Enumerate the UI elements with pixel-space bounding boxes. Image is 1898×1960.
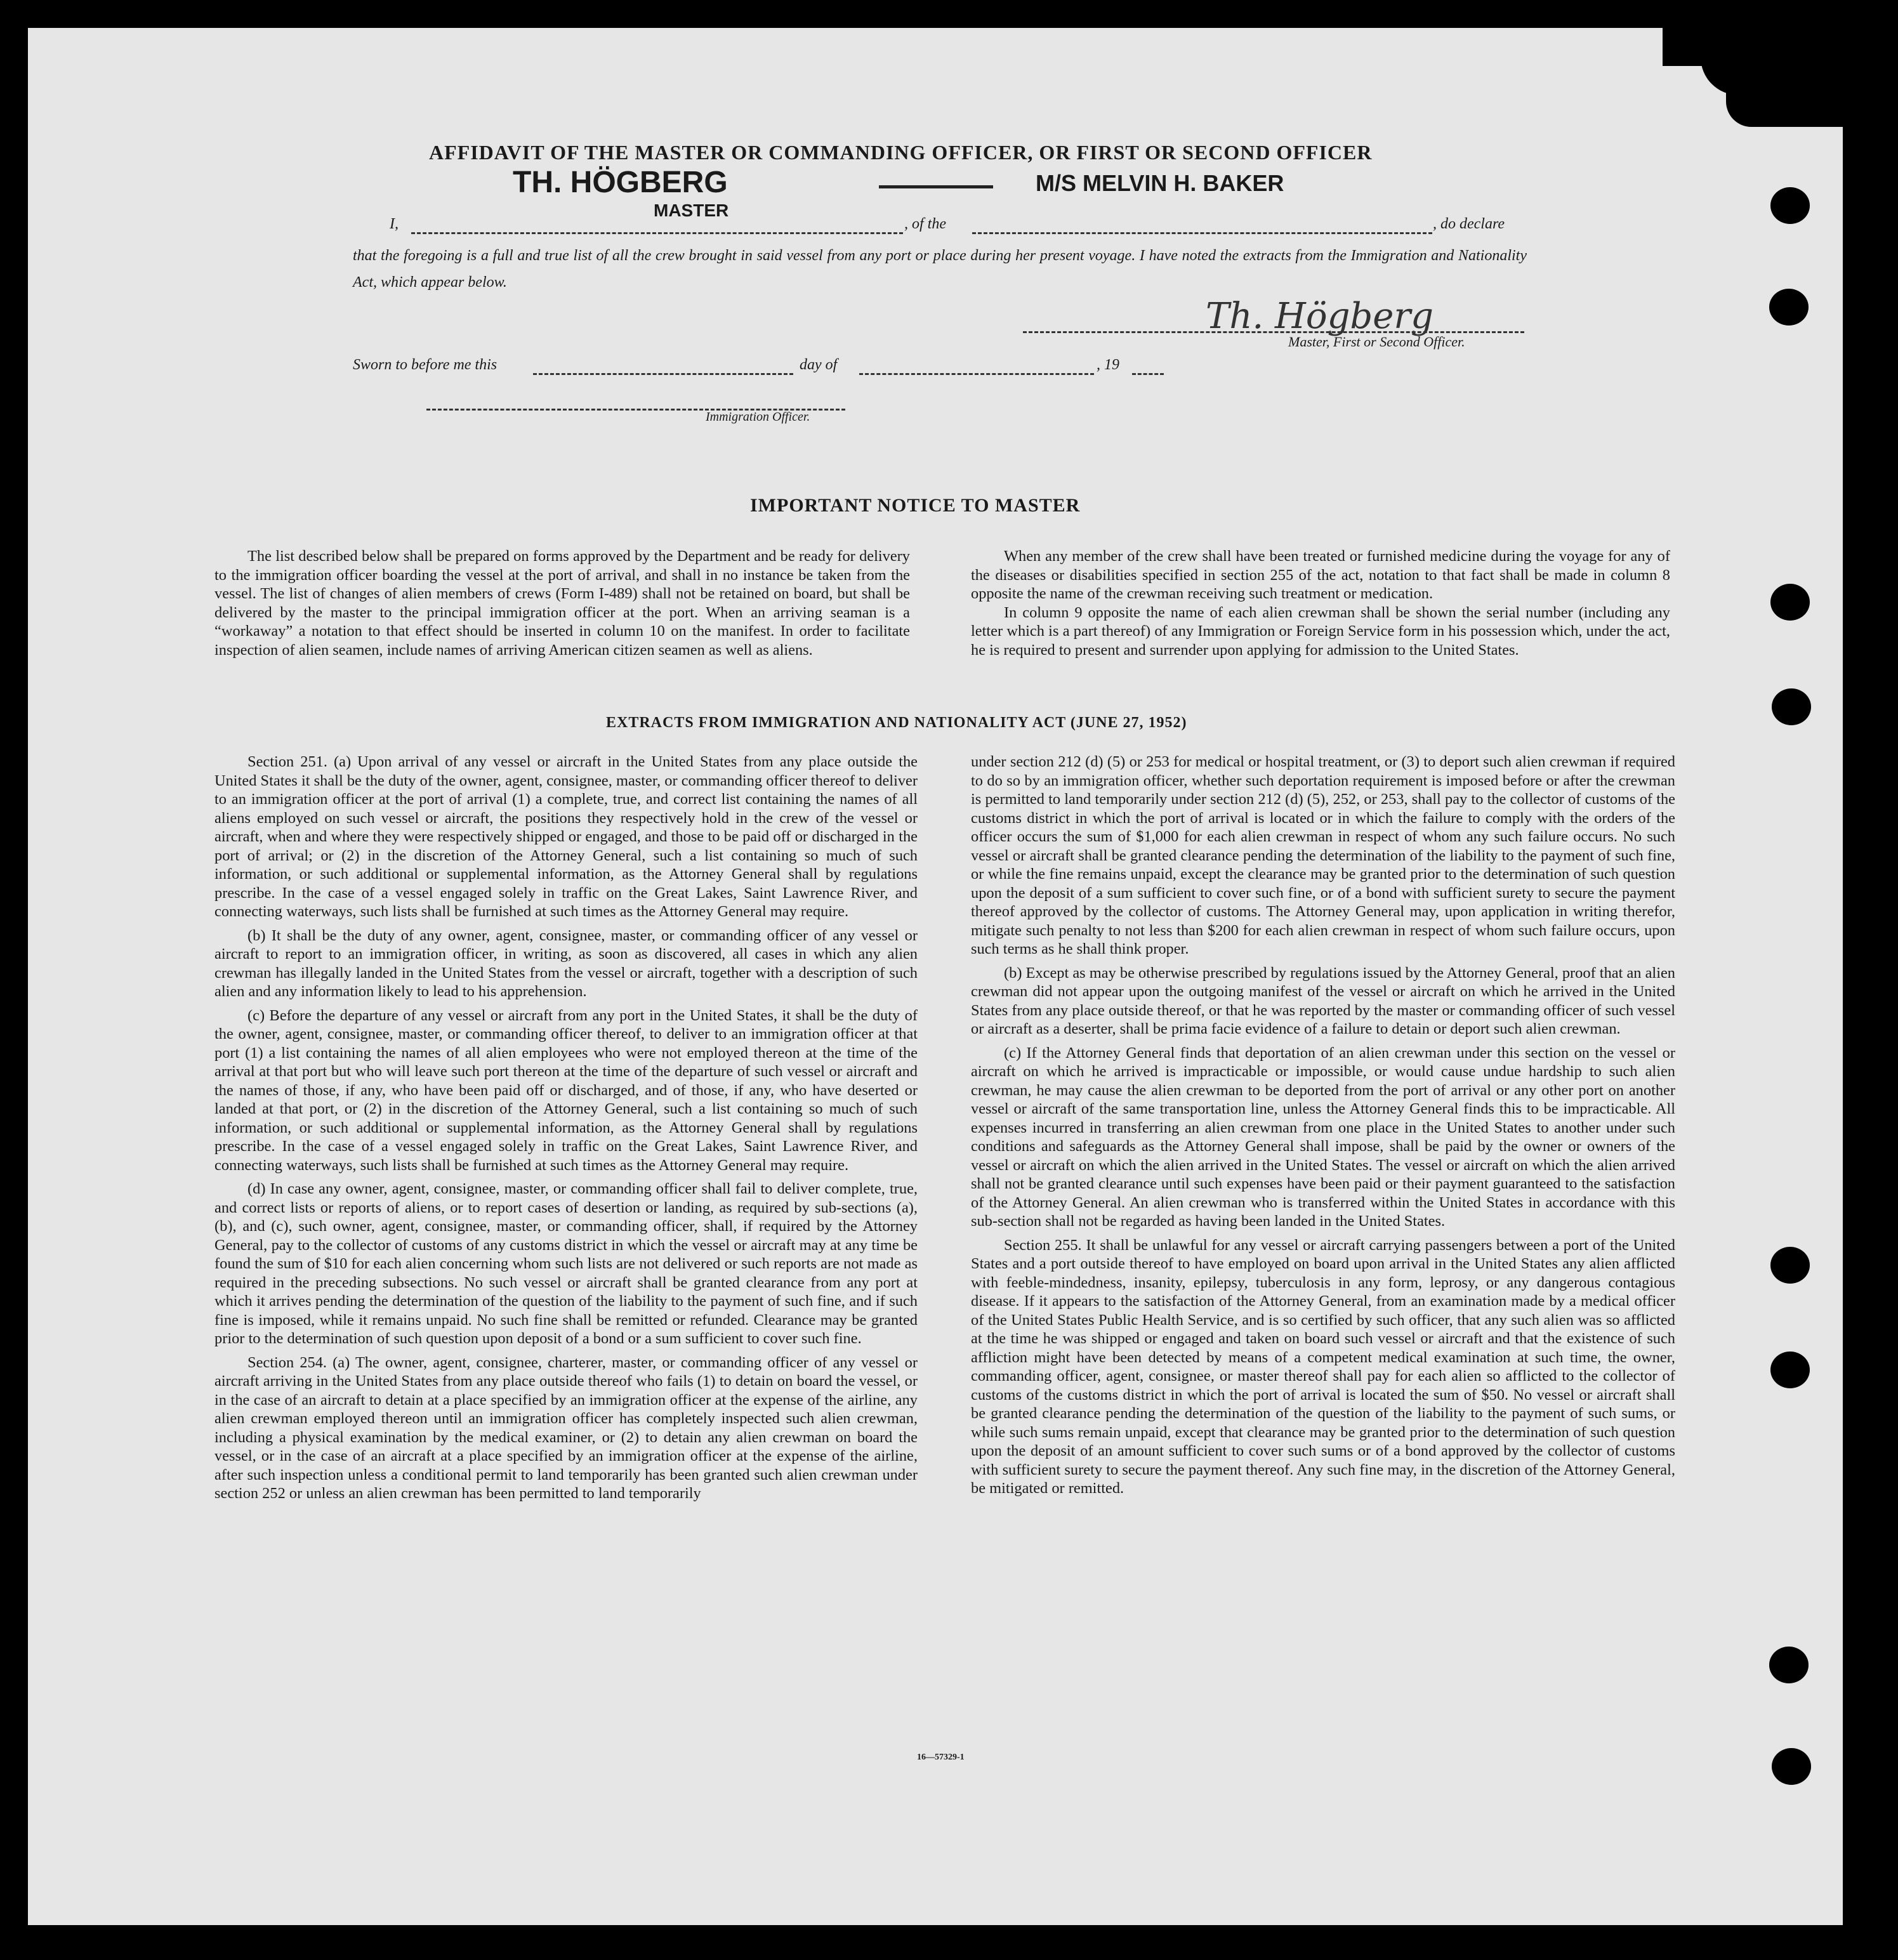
- notice-title: IMPORTANT NOTICE TO MASTER: [750, 495, 1081, 516]
- extract-paragraph: Section 255. It shall be unlawful for any vessel or aircraft carrying passengers between a port of the United States and a port outside thereof to have employed on board upon arrival in the United States any alien afflicted with feeble-mindedness, insanity, epilepsy, tuberculosis in any form, leprosy, or any dangerous contagious disease. If it appears to the satisfaction of the Attorney General, from an examination made by a medical officer of the United States Public Health Service, and is so certified by such officer, that any such alien was so afflicted at the time he was shipped or engaged and taken on board such vessel or aircraft and that the existence of such affliction might have been detected by means of a competent medical examination at such time, the owner, commanding officer, agent, consignee, or master thereof shall pay for each alien so afflicted to the collector of customs of the customs district in which the port of arrival is located the sum of $50. No vessel or aircraft shall be granted clearance pending the determination of the question of the liability to the payment of such sums, or while such sums remain unpaid, except that clearance may be granted prior to the determination of such question upon the deposit of an amount sufficient to cover such sums or of a bond approved by the collector of customs with sufficient surety to secure the payment thereof. Any such fine may, in the discretion of the Attorney General, be mitigated or remitted.: [971, 1236, 1675, 1497]
- punch-hole: [1770, 1247, 1810, 1284]
- punch-hole: [1770, 1352, 1810, 1388]
- punch-hole: [1769, 1647, 1809, 1683]
- day-of-label: day of: [800, 357, 838, 373]
- extracts-left-column: [214, 753, 918, 1508]
- punch-hole: [1769, 289, 1809, 326]
- extracts-title: EXTRACTS FROM IMMIGRATION AND NATIONALITY ACT (JUNE 27, 1952): [606, 714, 1187, 731]
- notice-paragraph: The list described below shall be prepared on forms approved by the Department and be ready for delivery to the immigration officer boarding the vessel at the port of arrival, and shall in no instance be taken from the vessel. The list of changes of alien members of crews (Form I-489) shall not be retained on board, but shall be delivered by the master to the principal immigration officer at the port. When an arriving seaman is a “workaway” a notation to that effect should be inserted in column 10 on the manifest. In order to facilitate inspection of alien seamen, include names of arriving American citizen seamen as well as aliens.: [214, 548, 910, 659]
- officer-caption: Immigration Officer.: [706, 410, 810, 424]
- signature-caption: Master, First or Second Officer.: [1288, 334, 1465, 350]
- sworn-label: Sworn to before me this: [353, 357, 498, 373]
- punch-hole: [1772, 688, 1811, 725]
- extract-paragraph: (c) If the Attorney General finds that deportation of an alien crewman under this section on the vessel or aircraft on which he arrived is impracticable or impossible, or would cause undue hardship to such alien crewman, he may cause the alien crewman to be deported from the port of arrival or any other port on another vessel or aircraft of the same transportation line, unless the Attorney General finds this to be impracticable. All expenses incurred in transferring an alien crewman from one place in the United States to another under such conditions and safeguards as the Attorney General shall impose, shall be paid by the owner or owners of the vessel or aircraft on which the alien arrived in the United States. The vessel or aircraft on which the alien arrived shall not be granted clearance until such expenses have been paid or their payment guaranteed to the satisfaction of the Attorney General. An alien crewman who is transferred within the United States in accordance with this sub-section shall not be regarded as having been landed in the United States.: [971, 1044, 1675, 1230]
- extract-paragraph: Section 254. (a) The owner, agent, consignee, charterer, master, or commanding officer of any vessel or aircraft arriving in the United States from any place outside thereof who fails (1) to detain on board the vessel, or in the case of an aircraft to detain at a place specified by an immigration officer at the expense of the airline, any alien crewman employed thereon until an immigration officer has completely inspected such alien crewman, including a physical examination by the medical examiner, or (2) to detain any alien crewman on board the vessel, or in the case of an aircraft at a place specified by an immigration officer at the expense of the airline, after such inspection unless a conditional permit to land temporarily has been granted such alien crewman under section 252 or unless an alien crewman has been permitted to land temporarily: [214, 1353, 918, 1502]
- declaration-text: that the foregoing is a full and true list of all the crew brought in said vessel from any port or place during her present voyage. I have noted the extracts from the Immigration and Nationality Act, which appear below.: [353, 247, 1527, 291]
- extract-paragraph: under section 212 (d) (5) or 253 for medical or hospital treatment, or (3) to deport such alien crewman if required to do so by an immigration officer, whether such deportation requirement is imposed before or after the crewman is permitted to land temporarily under section 212 (d) (5), 252, or 253, shall pay to the collector of customs of the customs district in which the port of arrival is located or in which the failure to comply with the orders of the officer occurs the sum of $1,000 for each alien crewman in respect of whom any such failure occurs. No such vessel or aircraft shall be granted clearance pending the determination of the liability to the payment of such fine, or while the fine remains unpaid, except the clearance may be granted prior to the determination of such question upon the deposit of a sum sufficient to cover such fine, or of a bond with sufficient surety to secure the payment thereof approved by the collector of customs. The Attorney General may, upon application in writing therefor, mitigate such penalty to not less than $200 for each alien crewman in respect of whom such failure occurs, upon such terms as he shall think proper.: [971, 753, 1675, 957]
- year-label: , 19: [1097, 357, 1119, 373]
- extract-paragraph: (b) Except as may be otherwise prescribed by regulations issued by the Attorney General, proof that an alien crewman did not appear upon the outgoing manifest of the vessel or aircraft on which he arrived in the United States from any place outside thereof, or that he was reported by the master or commanding officer of such vessel or aircraft as a deserter, shall be prima facie evidence of a failure to detain or deport such alien crewman.: [971, 964, 1675, 1037]
- rank-stamp: MASTER: [654, 201, 729, 220]
- declare-label: , do declare: [1433, 216, 1505, 232]
- punch-hole: [1770, 584, 1810, 621]
- master-name-stamp: TH. HÖGBERG: [513, 166, 728, 199]
- master-signature: Th. Högberg: [1206, 296, 1434, 337]
- extract-paragraph: (c) Before the departure of any vessel or aircraft from any port in the United States, it shall be the duty of the owner, agent, consignee, master, or commanding officer thereof, to deliver to an immigration officer at that port (1) a list containing the names of all alien employees who were not employed thereon at the time of the arrival at that port but who will leave such port thereon at the time of the departure of such vessel or aircraft and the names of those, if any, who have been paid off or discharged, and of those, if any, who have deserted or landed at that port, or (2) in the discretion of the Attorney General, such a list containing so much of such information, or such additional or supplemental information, as the Attorney General shall by regulations prescribe. In the case of a vessel engaged solely in traffic on the Great Lakes, Saint Lawrence River, and connecting waterways, such lists shall be furnished at such times as the Attorney General may require.: [214, 1006, 918, 1174]
- form-number: 16—57329-1: [917, 1753, 965, 1762]
- extract-paragraph: (b) It shall be the duty of any owner, agent, consignee, master, or commanding officer of any vessel or aircraft to report to an immigration officer, in writing, as soon as discovered, all cases in which any alien crewman has illegally landed in the United States from the vessel or aircraft, together with a description of such alien and any information likely to lead to his apprehension.: [214, 926, 918, 1000]
- month-blank: [859, 373, 1094, 375]
- vessel-blank: [972, 232, 1432, 234]
- notice-paragraph: In column 9 opposite the name of each alien crewman shall be shown the serial number (including any letter which is a part thereof) of any Immigration or Foreign Service form in his possession which, under the act, he is required to present and surrender upon applying for admission to the United States.: [971, 603, 1670, 659]
- year-blank: [1132, 373, 1164, 375]
- stamp-rule: [879, 185, 993, 188]
- sworn-date-blank: [533, 373, 793, 375]
- punch-hole: [1770, 187, 1810, 224]
- extract-paragraph: (d) In case any owner, agent, consignee, master, or commanding officer shall fail to deliver complete, true, and correct lists or reports of aliens, or to report cases of desertion or landing, as required by sub-sections (a), (b), and (c), such owner, agent, consignee, master, or commanding officer, shall, if required by the Attorney General, pay to the collector of customs of any customs district in which the vessel or aircraft may at any time be found the sum of $10 for each alien concerning whom such lists are not delivered or such reports are not made as required in the preceding subsections. No such vessel or aircraft shall be granted clearance from any port at which it arrives pending the determination of the question of the liability to the payment of such fine, and if such fine is imposed, while it remains unpaid. No such fine shall be remitted or refunded. Clearance may be granted prior to the determination of such question upon deposit of a bond or a sum sufficient to cover such fine.: [214, 1180, 918, 1347]
- extracts-right-column: [971, 753, 1675, 1503]
- notice-left-column: [214, 547, 910, 664]
- notice-paragraph: When any member of the crew shall have been treated or furnished medicine during the voyage for any of the diseases or disabilities specified in section 255 of the act, notation to that fact shall be made in column 8 opposite the name of the crewman receiving such treatment or medication.: [971, 548, 1670, 602]
- declarant-label: I,: [390, 216, 399, 232]
- extract-paragraph: Section 251. (a) Upon arrival of any vessel or aircraft in the United States from any place outside the United States it shall be the duty of the owner, agent, consignee, master, or commanding officer thereof to deliver to an immigration officer at the port of arrival (1) a complete, true, and correct list containing the names of all aliens employed on such vessel or aircraft, the positions they respectively hold in the crew of the vessel or aircraft, when and where they were respectively shipped or engaged, and those to be paid off or discharged in the port of arrival; or (2) in the discretion of the Attorney General, such a list containing so much of such information, or such additional or supplemental information, as the Attorney General shall by regulations prescribe. In the case of a vessel engaged solely in traffic on the Great Lakes, Saint Lawrence River, and connecting waterways, such lists shall be furnished at such times as the Attorney General may require.: [214, 753, 918, 920]
- vessel-label: , of the: [904, 216, 946, 232]
- affidavit-title: AFFIDAVIT OF THE MASTER OR COMMANDING OFFICER, OR FIRST OR SECOND OFFICER: [429, 141, 1373, 164]
- notice-right-column: [971, 547, 1670, 664]
- signature-line: [1023, 331, 1524, 333]
- declarant-blank: [411, 232, 903, 234]
- vessel-name-stamp: M/S MELVIN H. BAKER: [1036, 170, 1284, 196]
- torn-corner: [1726, 89, 1853, 127]
- punch-hole: [1772, 1748, 1811, 1785]
